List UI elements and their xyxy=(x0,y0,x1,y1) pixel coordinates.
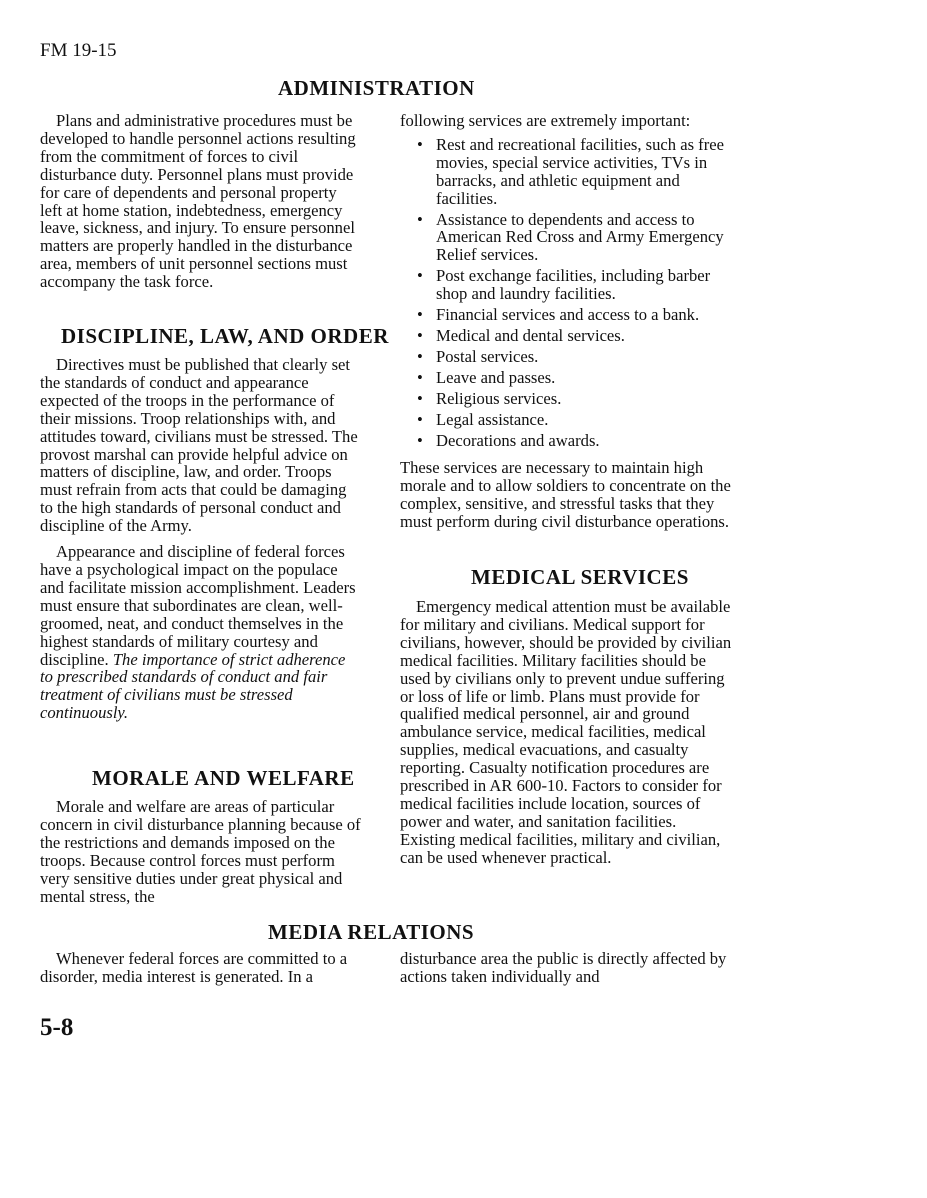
left-column xyxy=(40,112,362,291)
services-list xyxy=(400,136,732,450)
services-list-item: • Decorations and awards. xyxy=(400,432,732,450)
discipline-paragraph-2 xyxy=(40,543,362,722)
discipline-paragraph-1: Directives must be published that clearly set the standards of conduct and appearance expected of the troops in the performance of their missions. Troop relationships with, and attitudes toward, civilians must be stressed. The provost marshal can provide helpful advice on matters of discipline, law, and order. Troops must refrain from acts that could be damaging to the high standards of personal conduct and discipline of the Army. xyxy=(40,355,358,536)
morale-section xyxy=(40,798,362,905)
morale-paragraph-cont: following services are extremely important: xyxy=(400,111,691,130)
services-list-item: • Religious services. xyxy=(400,390,732,408)
medical-paragraph: Emergency medical attention must be available for military and civilians. Medical support for civilians, however, should be provided by civilian medical facilities. Military facilities should be used by civilians only to prevent undue suffering or loss of life or limb. Plans must provide for qualified medical personnel, air and ground ambulance service, medical facilities, medical supplies, medical evacuations, and casualty reporting. Casualty notification procedures are prescribed in AR 600-10. Factors to consider for medical facilities include location, sources of power and water, and sanitation facilities. Existing medical facilities, military and civilian, can be used whenever practical. xyxy=(400,597,732,867)
services-list-item: • Rest and recreational facilities, such as free movies, special service activities, TVs in barracks, and athletic equipment and facilities. xyxy=(400,136,732,208)
services-list-item: • Medical and dental services. xyxy=(400,327,732,345)
document-id: FM 19-15 xyxy=(40,40,117,61)
page-number: 5-8 xyxy=(40,1014,74,1041)
discipline-emphasis: The importance of strict adherence to prescribed standards of conduct and fair treatment of civilians must be stressed continuously. xyxy=(40,649,346,723)
services-list-item: • Financial services and access to a bank. xyxy=(400,306,732,324)
discipline-paragraph-2-text: Appearance and discipline of federal forces have a psychological impact on the populace and facilitate mission accomplishment. Leaders must ensure that subordinates are clean, well-groomed, neat, and conduct themselves in the highest standards of military courtesy and discipline. xyxy=(40,542,356,669)
media-heading: MEDIA RELATIONS xyxy=(268,920,475,944)
administration-paragraph: Plans and administrative procedures must be developed to handle personnel actions resulting from the commitment of forces to civil disturbance duty. Personnel plans must provide for care of dependents and personal property left at home station, indebtedness, emergency leave, sickness, and injury. To ensure personnel matters are properly handled in the disturbance area, members of unit personnel sections must accompany the task force. xyxy=(40,111,356,292)
services-list-item: • Post exchange facilities, including barber shop and laundry facilities. xyxy=(400,267,732,303)
medical-heading: MEDICAL SERVICES xyxy=(471,565,689,589)
discipline-section xyxy=(40,356,362,722)
media-right xyxy=(400,950,732,986)
discipline-heading: DISCIPLINE, LAW, AND ORDER xyxy=(61,324,389,348)
services-list-item: • Leave and passes. xyxy=(400,369,732,387)
services-list-item: • Postal services. xyxy=(400,348,732,366)
media-paragraph-cont: disturbance area the public is directly affected by actions taken individually and xyxy=(400,949,727,986)
media-left xyxy=(40,950,362,986)
administration-heading: ADMINISTRATION xyxy=(278,76,475,100)
services-list-item: • Legal assistance. xyxy=(400,411,732,429)
services-closing-paragraph: These services are necessary to maintain high morale and to allow soldiers to concentrate on the complex, sensitive, and stressful tasks that they must perform during civil disturbance operations. xyxy=(400,458,731,532)
media-paragraph-start: Whenever federal forces are committed to a disorder, media interest is generated. In a xyxy=(40,949,348,986)
morale-heading: MORALE AND WELFARE xyxy=(92,766,355,790)
morale-paragraph-start: Morale and welfare are areas of particular concern in civil disturbance planning because of the restrictions and demands imposed on the troops. Because control forces must perform very sensitive duties under great physical and mental stress, the xyxy=(40,797,361,906)
medical-section xyxy=(400,598,732,867)
services-list-item: • Assistance to dependents and access to American Red Cross and Army Emergency Relief services. xyxy=(400,211,732,265)
right-column xyxy=(400,112,732,531)
